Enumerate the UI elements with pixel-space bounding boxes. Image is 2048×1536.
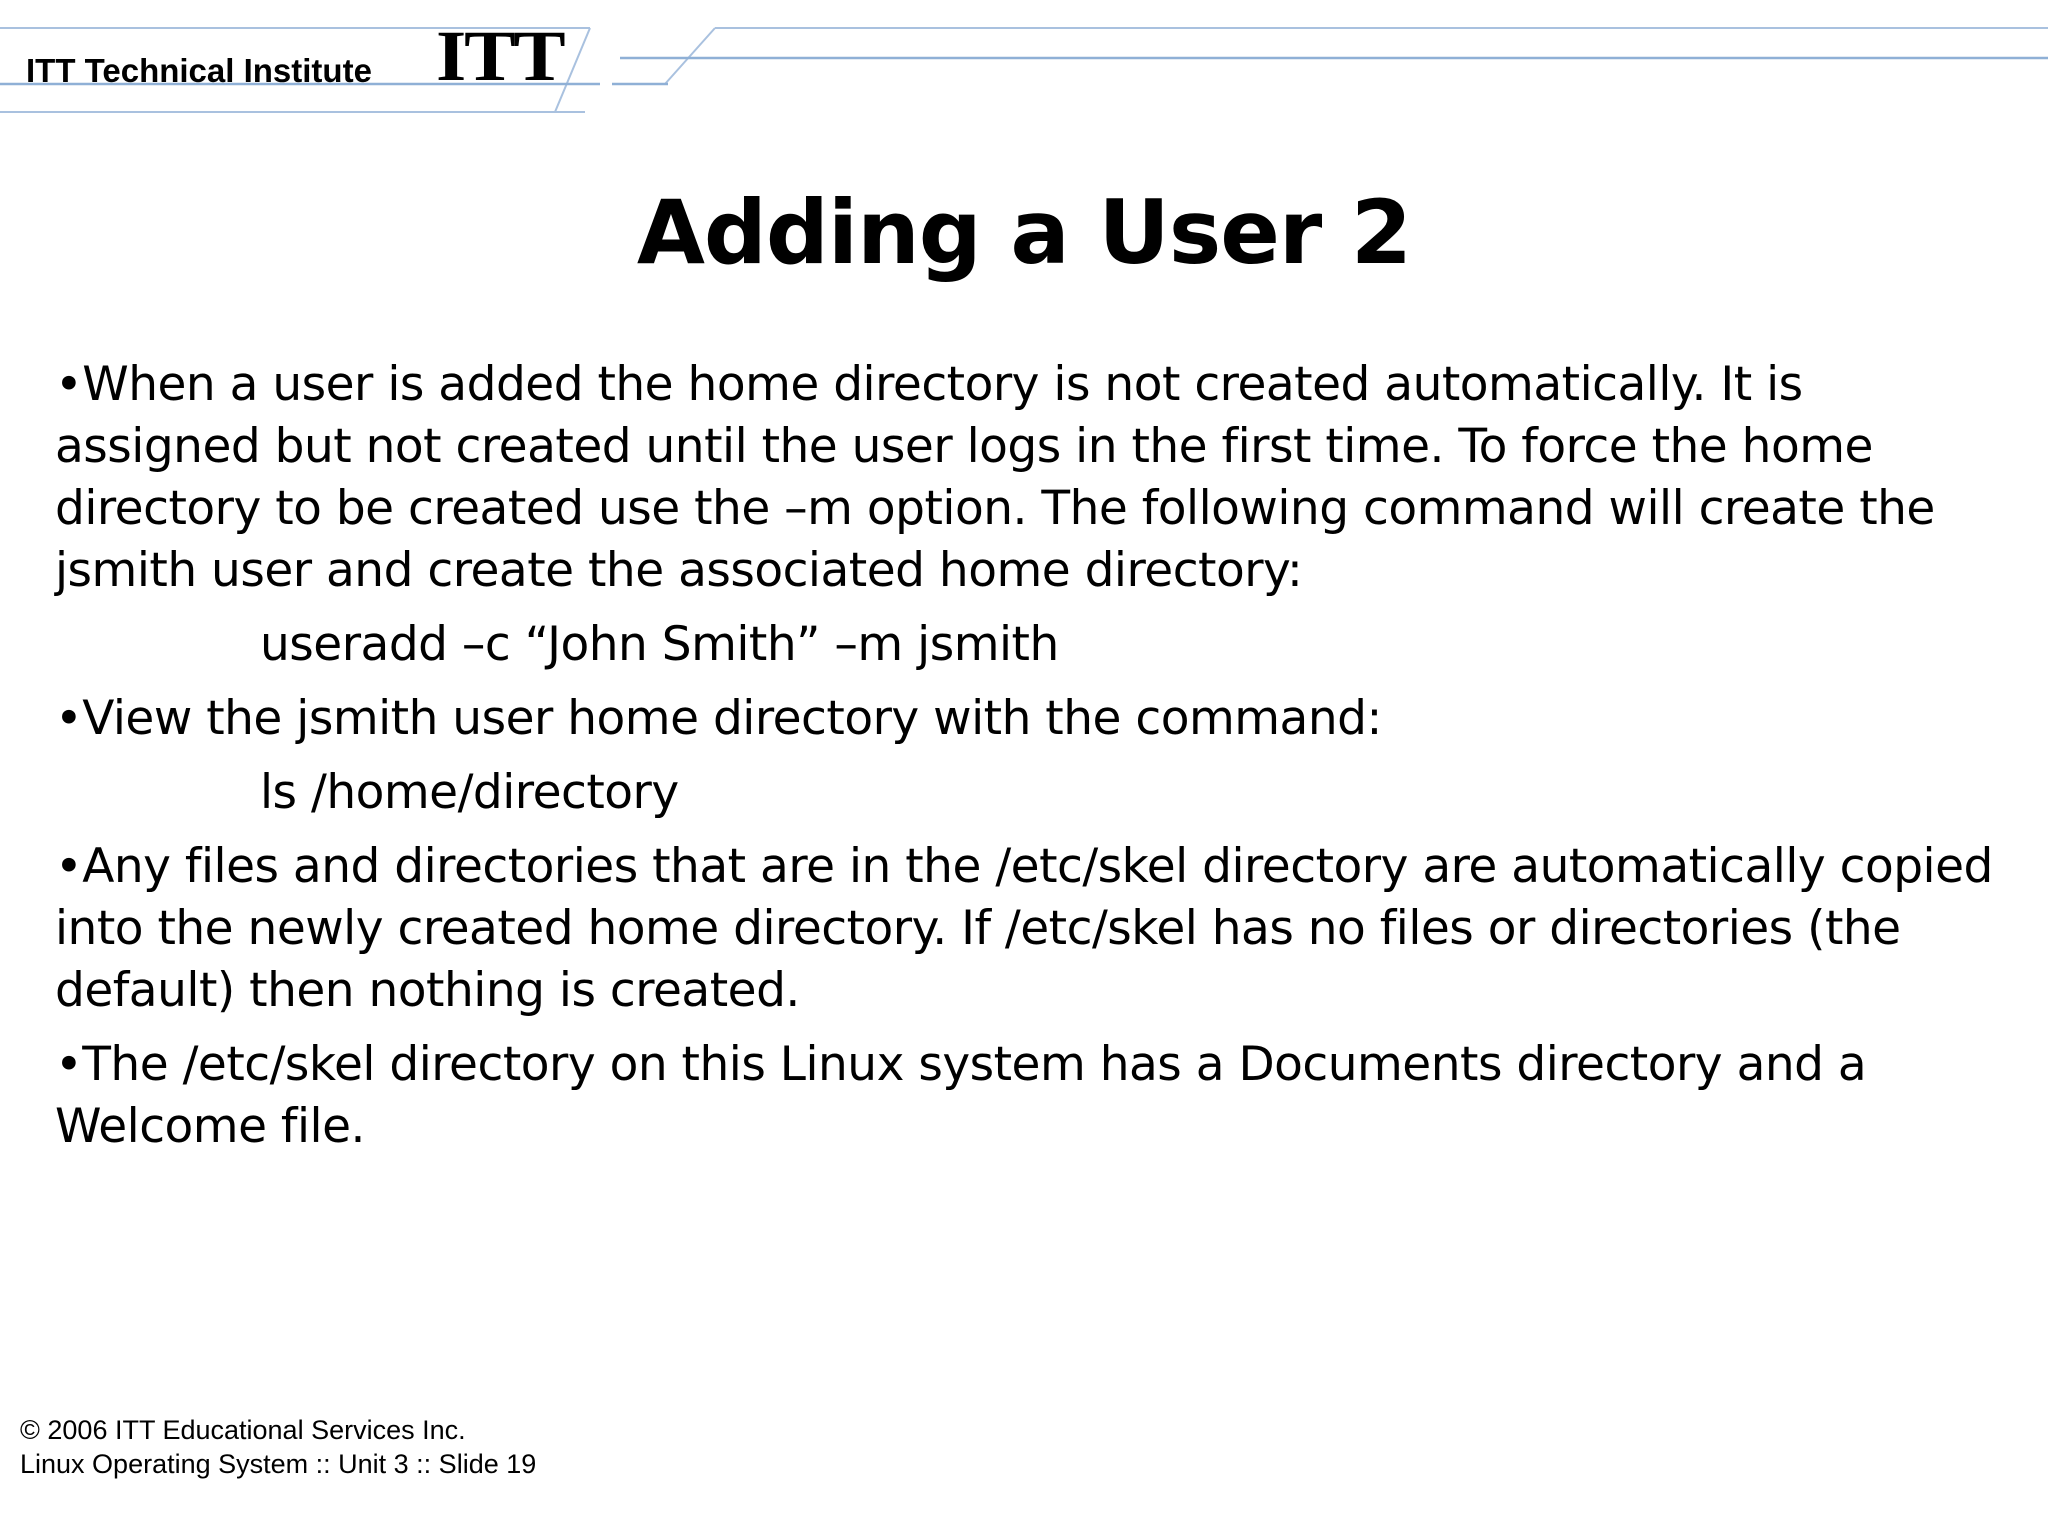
slide-title: Adding a User 2 — [636, 181, 1412, 284]
header-line — [665, 28, 715, 84]
slide-footer — [20, 1413, 536, 1481]
command-ls: ls /home/directory — [260, 765, 679, 820]
slide-body — [55, 354, 1995, 1170]
itt-logo: ITT — [436, 16, 564, 96]
bullet-etc-skel-contents: •The /etc/skel directory on this Linux system has a Documents directory and a Welcome file. — [55, 1037, 1867, 1154]
bullet-home-directory: •When a user is added the home directory is not created automatically. It is assigned but not created until the user logs in the first time. To force the home directory to be created use the –m option. The following command will create the jsmith user and create the associated home directory: — [55, 357, 1935, 598]
footer-copyright: © 2006 ITT Educational Services Inc. — [20, 1415, 466, 1445]
bullet-view-home: •View the jsmith user home directory with the command: — [55, 691, 1382, 746]
bullet-etc-skel-copy: •Any files and directories that are in the /etc/skel directory are automatically copied into the newly created home directory. If /etc/skel has no files or directories (the default) then nothing is created. — [55, 839, 1993, 1018]
command-useradd: useradd –c “John Smith” –m jsmith — [260, 617, 1059, 672]
brand-name: ITT Technical Institute — [26, 52, 372, 89]
footer-course-info: Linux Operating System :: Unit 3 :: Slide 19 — [20, 1449, 537, 1479]
